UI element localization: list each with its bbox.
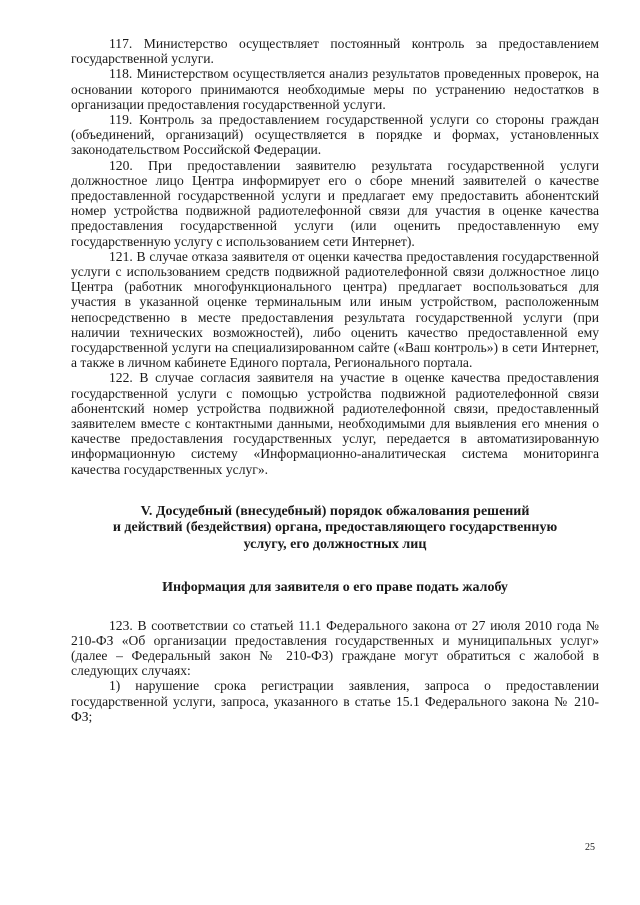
page-number: 25 [585, 842, 595, 853]
section-heading-line-1: V. Досудебный (внесудебный) порядок обжалования решений [140, 503, 530, 519]
paragraph-123: 123. В соответствии со статьей 11.1 Федерального закона от 27 июля 2010 года № 210-ФЗ «Об организации предоставления государственных и муниципальных услуг» (далее – Федеральный закон № 210-ФЗ) граждане могут обратиться с жалобой в следующих случаях: [71, 617, 599, 679]
paragraph-119: 119. Контроль за предоставлением государственной услуги со стороны граждан (объединений, организаций) осуществляется в порядке и формах, установленных законодательством Российской Федерации. [71, 112, 599, 158]
section-heading-line-3: услугу, его должностных лиц [243, 537, 427, 553]
section-heading-line-2: и действий (бездействия) органа, предоставляющего государственную [112, 520, 558, 536]
paragraph-122: 122. В случае согласия заявителя на участие в оценке качества предоставления государственной услуги с помощью устройства подвижной радиотелефонной связи абонентский номер устройства подвижной радиотелефонной связи, предоставленный заявителем вместе с контактными данными, необходимыми для выявления его мнения о качестве предоставления государственных услуг, передается в автоматизированную информационную систему «Информационно-аналитическая система мониторинга качества государственных услуг». [71, 370, 599, 477]
list-item-1: 1) нарушение срока регистрации заявления, запроса о предоставлении государственной услуги, запроса, указанного в статье 15.1 Федерального закона № 210-ФЗ; [71, 678, 599, 724]
paragraph-117: 117. Министерство осуществляет постоянный контроль за предоставлением государственной услуги. [71, 36, 599, 67]
document-page [71, 36, 599, 724]
section-heading [71, 504, 599, 554]
paragraph-120: 120. При предоставлении заявителю результата государственной услуги должностное лицо Центра информирует его о сборе мнений заявителей о качестве предоставленной государственной услуги и предлагает ему предоставить абонентский номер устройства подвижной радиотелефонной связи для участия в оценке качества предоставления государственной услуги (или оценить предоставленную ему государственную услугу с использованием сети Интернет). [71, 157, 599, 249]
subheading: Информация для заявителя о его праве подать жалобу [162, 579, 508, 595]
paragraph-121: 121. В случае отказа заявителя от оценки качества предоставления государственной услуги с использованием средств подвижной радиотелефонной связи должностное лицо Центра (работник многофункционального центра) предлагает воспользоваться для участия в указанной оценке терминальным или иным устройством, расположенным непосредственно в месте предоставления результата государственной услуги (при наличии технических возможностей), либо оценить качество предоставленной ему государственной услуги на специализированном сайте («Ваш контроль») в сети Интернет, а также в личном кабинете Единого портала, Регионального портала. [71, 248, 599, 371]
paragraph-118: 118. Министерством осуществляется анализ результатов проведенных проверок, на основании которого принимаются необходимые меры по устранению недостатков в организации предоставления государственной услуги. [71, 66, 599, 112]
